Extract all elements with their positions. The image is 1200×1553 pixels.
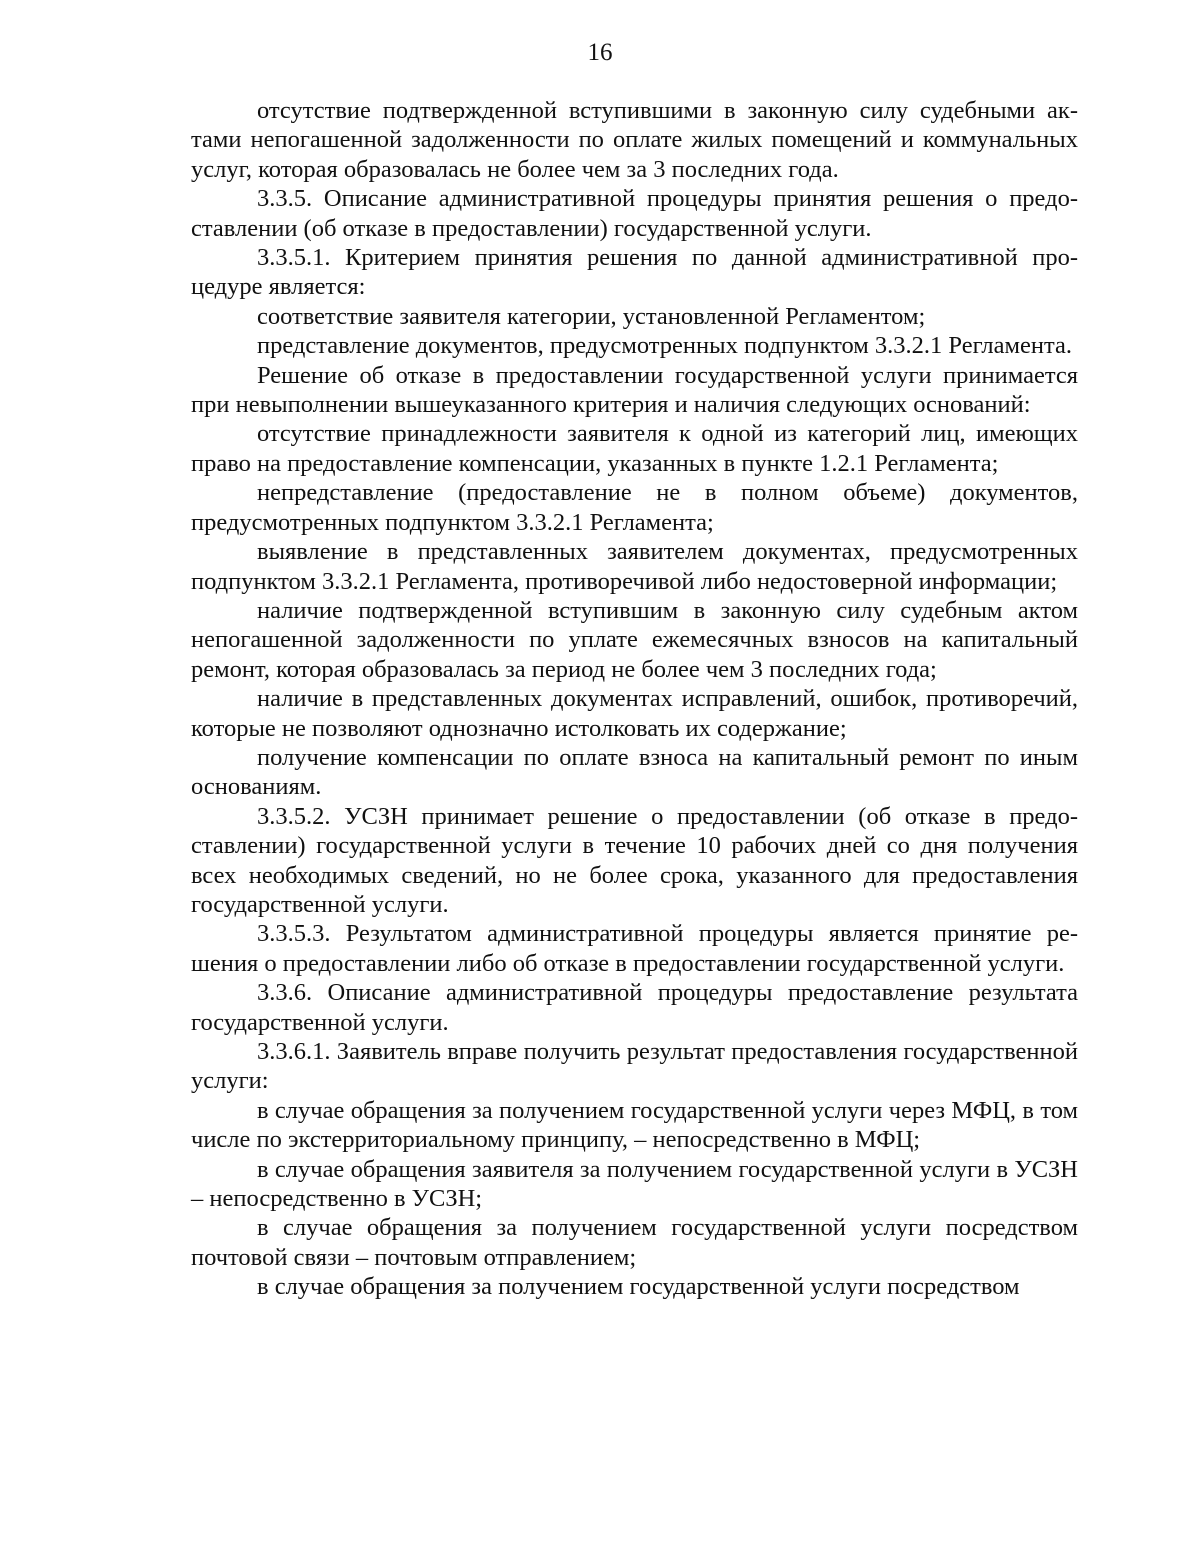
paragraph: в случае обращения за получением государственной услуги посредством (257, 1273, 1020, 1301)
page-number: 16 (587, 39, 613, 66)
document-body (191, 96, 1078, 1302)
paragraph: 3.3.5.2. УСЗН принимает решение о предоставлении (об отказе в предоставлении) государственной услуги в течение 10 рабочих дней со дня получения всех необходимых сведений, но не более срока, указанного для предоставления государственной услуги. (191, 802, 1078, 918)
paragraph: представление документов, предусмотренных подпунктом 3.3.2.1 Регламента. (257, 332, 1073, 360)
paragraph: 3.3.6. Описание административной процедуры предоставление результата государственной услуги. (191, 979, 1078, 1036)
paragraph: в случае обращения заявителя за получением государственной услуги в УСЗН – непосредственно в УСЗН; (191, 1155, 1078, 1213)
paragraph: выявление в представленных заявителем документах, предусмотренных подпунктом 3.3.2.1 Регламента, противоречивой либо недостоверной информации; (191, 538, 1078, 595)
paragraph: отсутствие принадлежности заявителя к одной из категорий лиц, имеющих право на предоставление компенсации, указанных в пункте 1.2.1 Регламента; (191, 420, 1078, 477)
paragraph: отсутствие подтвержденной вступившими в законную силу судебными актами непогашенной задолженности по оплате жилых помещений и коммунальных услуг, которая образовалась не более чем за 3 последних года. (191, 97, 1078, 183)
paragraph: Решение об отказе в предоставлении государственной услуги принимается при невыполнении вышеуказанного критерия и наличия следующих оснований: (191, 361, 1078, 419)
paragraph: 3.3.5.1. Критерием принятия решения по данной административной процедуре является: (191, 244, 1078, 301)
paragraph: непредставление (предоставление не в полном объеме) документов, предусмотренных подпунктом 3.3.2.1 Регламента; (191, 479, 1078, 536)
paragraph: наличие подтвержденной вступившим в законную силу судебным актом непогашенной задолженности по уплате ежемесячных взносов на капитальный ремонт, которая образовалась за период не более чем 3 последних года; (191, 596, 1078, 683)
paragraph: в случае обращения за получением государственной услуги посредством почтовой связи – почтовым отправлением; (191, 1214, 1078, 1271)
paragraph: 3.3.6.1. Заявитель вправе получить результат предоставления государственной услуги: (191, 1038, 1078, 1095)
paragraph: 3.3.5.3. Результатом административной процедуры является принятие решения о предоставлении либо об отказе в предоставлении государственной услуги. (191, 920, 1078, 977)
paragraph: в случае обращения за получением государственной услуги через МФЦ, в том числе по экстерриториальному принципу, – непосредственно в МФЦ; (191, 1096, 1078, 1154)
paragraph: 3.3.5. Описание административной процедуры принятия решения о предоставлении (об отказе в предоставлении) государственной услуги. (191, 185, 1078, 242)
paragraph: наличие в представленных документах исправлений, ошибок, противоречий, которые не позволяют однозначно истолковать их содержание; (191, 685, 1078, 742)
paragraph: соответствие заявителя категории, установленной Регламентом; (257, 302, 926, 330)
paragraph: получение компенсации по оплате взноса на капитальный ремонт по иным основаниям. (191, 743, 1078, 801)
